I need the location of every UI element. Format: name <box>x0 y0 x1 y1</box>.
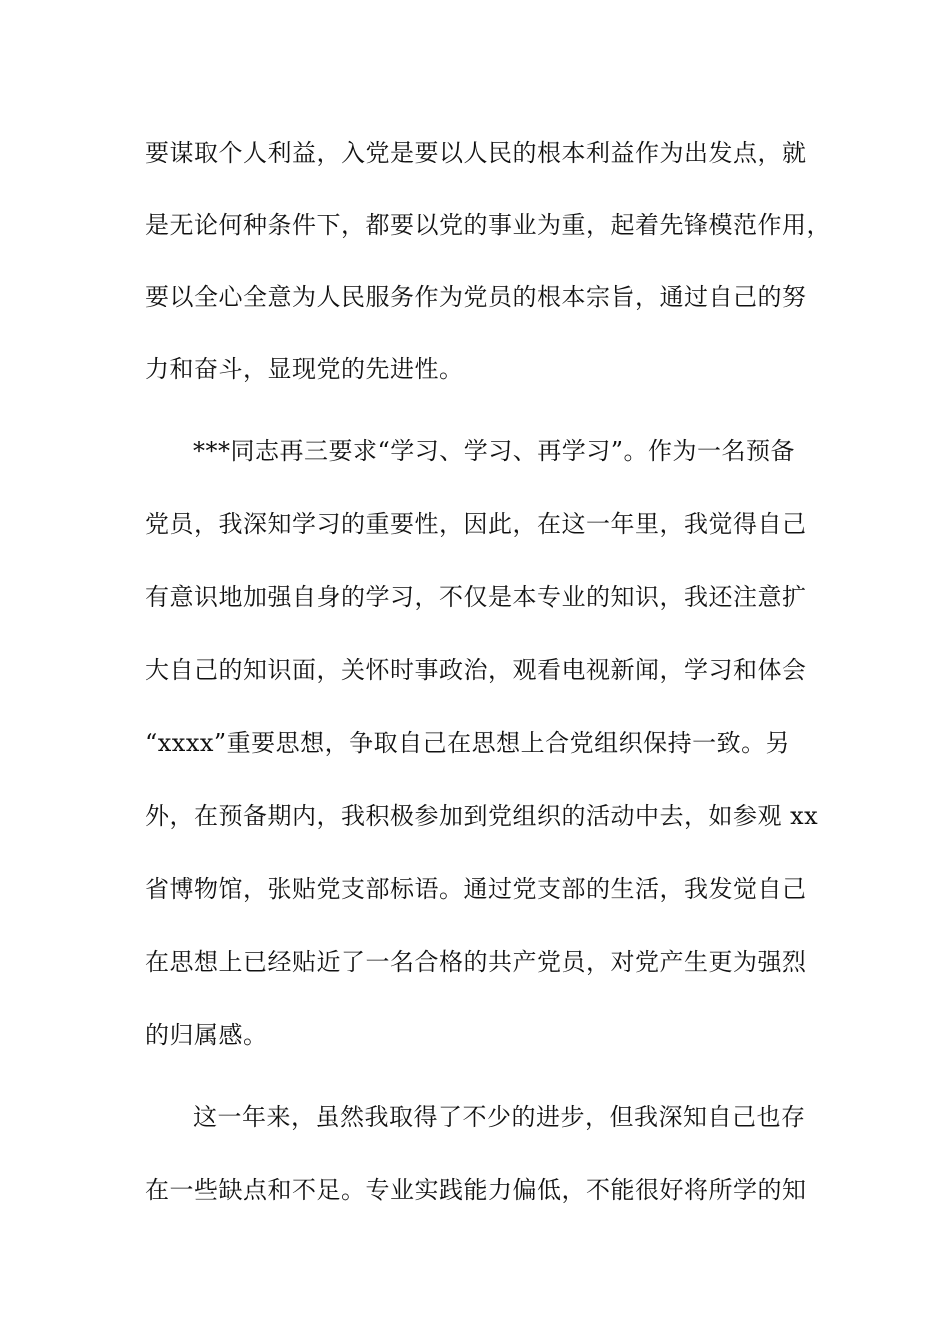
text-line: 在一些缺点和不足。专业实践能力偏低，不能很好将所学的知 <box>145 1176 807 1204</box>
text-line: 力和奋斗，显现党的先进性。 <box>145 355 464 383</box>
text-line: 大自己的知识面，关怀时事政治，观看电视新闻，学习和体会 <box>145 656 807 684</box>
text-line: 在思想上已经贴近了一名合格的共产党员，对党产生更为强烈 <box>145 948 807 976</box>
text-line: 要以全心全意为人民服务作为党员的根本宗旨，通过自己的努 <box>145 283 807 311</box>
text-line: 有意识地加强自身的学习，不仅是本专业的知识，我还注意扩 <box>145 583 807 611</box>
text-line: 党员，我深知学习的重要性，因此，在这一年里，我觉得自己 <box>145 510 807 538</box>
text-line: 的归属感。 <box>145 1021 268 1049</box>
text-line: 省博物馆，张贴党支部标语。通过党支部的生活，我发觉自己 <box>145 875 807 903</box>
text-line: 外，在预备期内，我积极参加到党组织的活动中去，如参观 xx <box>145 802 819 830</box>
text-line: 要谋取个人利益，入党是要以人民的根本利益作为出发点，就 <box>145 139 807 167</box>
text-line: 这一年来，虽然我取得了不少的进步，但我深知自己也存 <box>193 1103 806 1131</box>
text-line: 是无论何种条件下，都要以党的事业为重，起着先锋模范作用， <box>145 211 831 239</box>
text-line: “xxxx”重要思想，争取自己在思想上合党组织保持一致。另 <box>145 729 791 757</box>
text-line: ***同志再三要求“学习、学习、再学习”。作为一名预备 <box>193 437 796 465</box>
